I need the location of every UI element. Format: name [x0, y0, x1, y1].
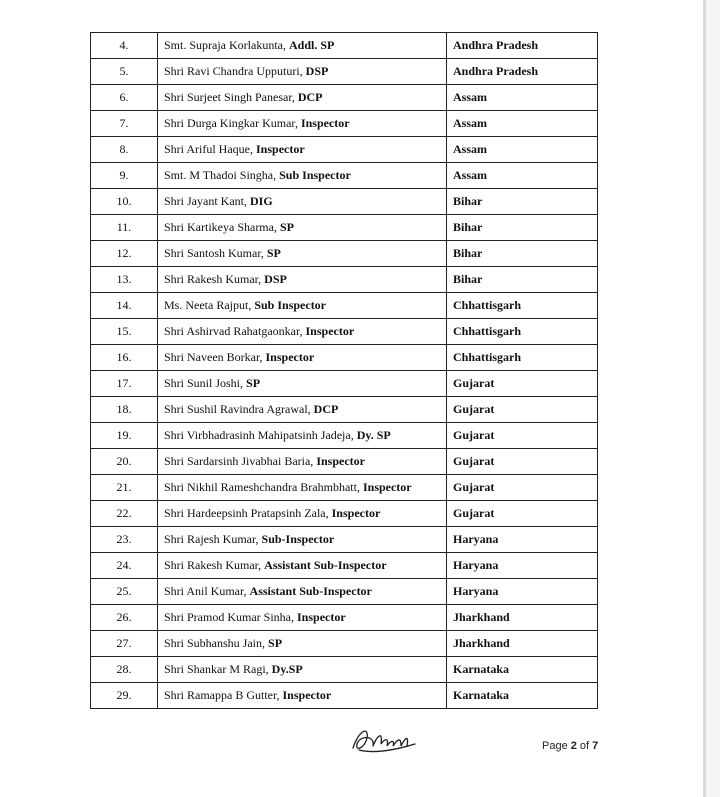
officer-rank: Dy. SP [356, 428, 391, 442]
officer-name: Shri Virbhadrasinh Mahipatsinh Jadeja, [164, 428, 357, 442]
officer-rank: DSP [305, 64, 329, 78]
state: Gujarat [447, 397, 598, 423]
officer-rank: DCP [297, 90, 323, 104]
officer-name: Shri Ramappa B Gutter, [164, 688, 283, 702]
state: Chhattisgarh [447, 293, 598, 319]
table-row [91, 605, 598, 631]
officer-name-cell [158, 579, 447, 605]
table-row [91, 657, 598, 683]
officer-name: Shri Shankar M Ragi, [164, 662, 272, 676]
officer-name: Shri Jayant Kant, [164, 194, 250, 208]
state: Chhattisgarh [447, 319, 598, 345]
table-row [91, 683, 598, 709]
serial-number: 13. [91, 267, 158, 293]
officer-rank: Inspector [362, 480, 412, 494]
officer-name: Shri Hardeepsinh Pratapsinh Zala, [164, 506, 332, 520]
state: Assam [447, 163, 598, 189]
officer-name: Shri Rakesh Kumar, [164, 272, 265, 286]
state: Andhra Pradesh [447, 59, 598, 85]
officer-rank: Inspector [316, 454, 365, 468]
officer-name-cell [158, 605, 447, 631]
officer-name-cell [158, 189, 447, 215]
state: Bihar [447, 189, 598, 215]
table-row [91, 319, 598, 345]
serial-number: 14. [91, 293, 158, 319]
serial-number: 20. [91, 449, 158, 475]
state: Assam [447, 85, 598, 111]
serial-number: 5. [91, 59, 158, 85]
officer-rank: Inspector [331, 506, 381, 520]
officer-name-cell [158, 345, 447, 371]
table-row [91, 371, 598, 397]
serial-number: 9. [91, 163, 158, 189]
officer-rank: SP [266, 246, 281, 260]
table-row [91, 293, 598, 319]
awardee-table [90, 32, 598, 709]
officer-rank: DCP [313, 402, 339, 416]
table-row [91, 553, 598, 579]
officer-name: Shri Subhanshu Jain, [164, 636, 269, 650]
serial-number: 6. [91, 85, 158, 111]
officer-name-cell [158, 293, 447, 319]
officer-name: Shri Santosh Kumar, [164, 246, 267, 260]
signature [345, 720, 425, 760]
serial-number: 26. [91, 605, 158, 631]
officer-rank: Inspector [305, 324, 355, 338]
state: Jharkhand [447, 631, 598, 657]
state: Haryana [447, 527, 598, 553]
serial-number: 18. [91, 397, 158, 423]
officer-name-cell [158, 631, 447, 657]
officer-name-cell [158, 215, 447, 241]
serial-number: 21. [91, 475, 158, 501]
officer-name-cell [158, 527, 447, 553]
table-row [91, 475, 598, 501]
officer-name: Shri Ashirvad Rahatgaonkar, [164, 324, 306, 338]
officer-rank: Sub Inspector [279, 168, 351, 182]
state: Gujarat [447, 449, 598, 475]
table-row [91, 631, 598, 657]
officer-name: Shri Ravi Chandra Upputuri, [164, 64, 306, 78]
table-row [91, 137, 598, 163]
officer-rank: Inspector [300, 116, 350, 130]
officer-name-cell [158, 59, 447, 85]
serial-number: 29. [91, 683, 158, 709]
officer-name: Shri Surjeet Singh Panesar, [164, 90, 298, 104]
officer-name-cell [158, 241, 447, 267]
state: Andhra Pradesh [447, 33, 598, 59]
state: Karnataka [447, 657, 598, 683]
state: Jharkhand [447, 605, 598, 631]
officer-name-cell [158, 111, 447, 137]
officer-rank: Inspector [256, 142, 305, 156]
officer-name-cell [158, 137, 447, 163]
officer-rank: SP [279, 220, 294, 234]
officer-name-cell [158, 163, 447, 189]
officer-rank: Dy.SP [271, 662, 303, 676]
officer-name-cell [158, 371, 447, 397]
officer-name-cell [158, 657, 447, 683]
table-row [91, 111, 598, 137]
officer-name: Shri Nikhil Rameshchandra Brahmbhatt, [164, 480, 363, 494]
officer-name-cell [158, 319, 447, 345]
state: Gujarat [447, 371, 598, 397]
officer-rank: Sub-Inspector [261, 532, 335, 546]
officer-name: Shri Rajesh Kumar, [164, 532, 262, 546]
officer-name: Shri Sardarsinh Jivabhai Baria, [164, 454, 317, 468]
officer-name: Shri Rakesh Kumar, [164, 558, 265, 572]
serial-number: 17. [91, 371, 158, 397]
serial-number: 23. [91, 527, 158, 553]
awardee-table-body [91, 33, 598, 709]
state: Haryana [447, 579, 598, 605]
serial-number: 8. [91, 137, 158, 163]
table-row [91, 345, 598, 371]
serial-number: 24. [91, 553, 158, 579]
table-row [91, 33, 598, 59]
serial-number: 11. [91, 215, 158, 241]
officer-rank: Assistant Sub-Inspector [264, 558, 387, 572]
serial-number: 10. [91, 189, 158, 215]
officer-name-cell [158, 683, 447, 709]
officer-rank: DSP [264, 272, 287, 286]
table-row [91, 241, 598, 267]
table-row [91, 501, 598, 527]
page-label-middle: of [576, 740, 593, 752]
officer-name-cell [158, 85, 447, 111]
officer-rank: SP [268, 636, 283, 650]
officer-name-cell [158, 397, 447, 423]
officer-name: Shri Ariful Haque, [164, 142, 256, 156]
table-row [91, 85, 598, 111]
officer-rank: Sub Inspector [254, 298, 327, 312]
officer-name: Shri Sunil Joshi, [164, 376, 247, 390]
officer-name: Shri Anil Kumar, [164, 584, 250, 598]
table-row [91, 189, 598, 215]
state: Karnataka [447, 683, 598, 709]
officer-name-cell [158, 423, 447, 449]
officer-rank: Assistant Sub-Inspector [249, 584, 372, 598]
table-row [91, 579, 598, 605]
state: Chhattisgarh [447, 345, 598, 371]
table-row [91, 423, 598, 449]
state: Gujarat [447, 475, 598, 501]
state: Gujarat [447, 501, 598, 527]
officer-rank: DIG [250, 194, 273, 208]
officer-name: Shri Sushil Ravindra Agrawal, [164, 402, 314, 416]
table-row [91, 215, 598, 241]
page-edge-margin [706, 0, 720, 797]
officer-rank: SP [246, 376, 261, 390]
officer-name: Shri Pramod Kumar Sinha, [164, 610, 297, 624]
officer-name-cell [158, 449, 447, 475]
table-row [91, 449, 598, 475]
officer-rank: Inspector [282, 688, 332, 702]
officer-name-cell [158, 475, 447, 501]
serial-number: 22. [91, 501, 158, 527]
officer-rank: Addl. SP [288, 38, 335, 52]
total-pages: 7 [592, 740, 599, 752]
state: Bihar [447, 267, 598, 293]
officer-name-cell [158, 553, 447, 579]
state: Gujarat [447, 423, 598, 449]
officer-rank: Inspector [265, 350, 315, 364]
serial-number: 12. [91, 241, 158, 267]
serial-number: 16. [91, 345, 158, 371]
serial-number: 25. [91, 579, 158, 605]
page-number [542, 740, 598, 752]
serial-number: 27. [91, 631, 158, 657]
state: Bihar [447, 215, 598, 241]
officer-name: Shri Naveen Borkar, [164, 350, 266, 364]
table-row [91, 59, 598, 85]
table-row [91, 397, 598, 423]
officer-name: Shri Durga Kingkar Kumar, [164, 116, 301, 130]
officer-name-cell [158, 501, 447, 527]
state: Bihar [447, 241, 598, 267]
table-row [91, 527, 598, 553]
state: Assam [447, 111, 598, 137]
officer-name: Smt. M Thadoi Singha, [164, 168, 280, 182]
serial-number: 7. [91, 111, 158, 137]
state: Haryana [447, 553, 598, 579]
current-page: 2 [570, 740, 577, 752]
table-row [91, 163, 598, 189]
page-label-prefix: Page [542, 740, 571, 752]
state: Assam [447, 137, 598, 163]
officer-name-cell [158, 33, 447, 59]
serial-number: 4. [91, 33, 158, 59]
serial-number: 28. [91, 657, 158, 683]
officer-name: Ms. Neeta Rajput, [164, 298, 255, 312]
officer-name-cell [158, 267, 447, 293]
table-row [91, 267, 598, 293]
serial-number: 15. [91, 319, 158, 345]
officer-name: Shri Kartikeya Sharma, [164, 220, 280, 234]
officer-name: Smt. Supraja Korlakunta, [164, 38, 289, 52]
serial-number: 19. [91, 423, 158, 449]
officer-rank: Inspector [297, 610, 346, 624]
